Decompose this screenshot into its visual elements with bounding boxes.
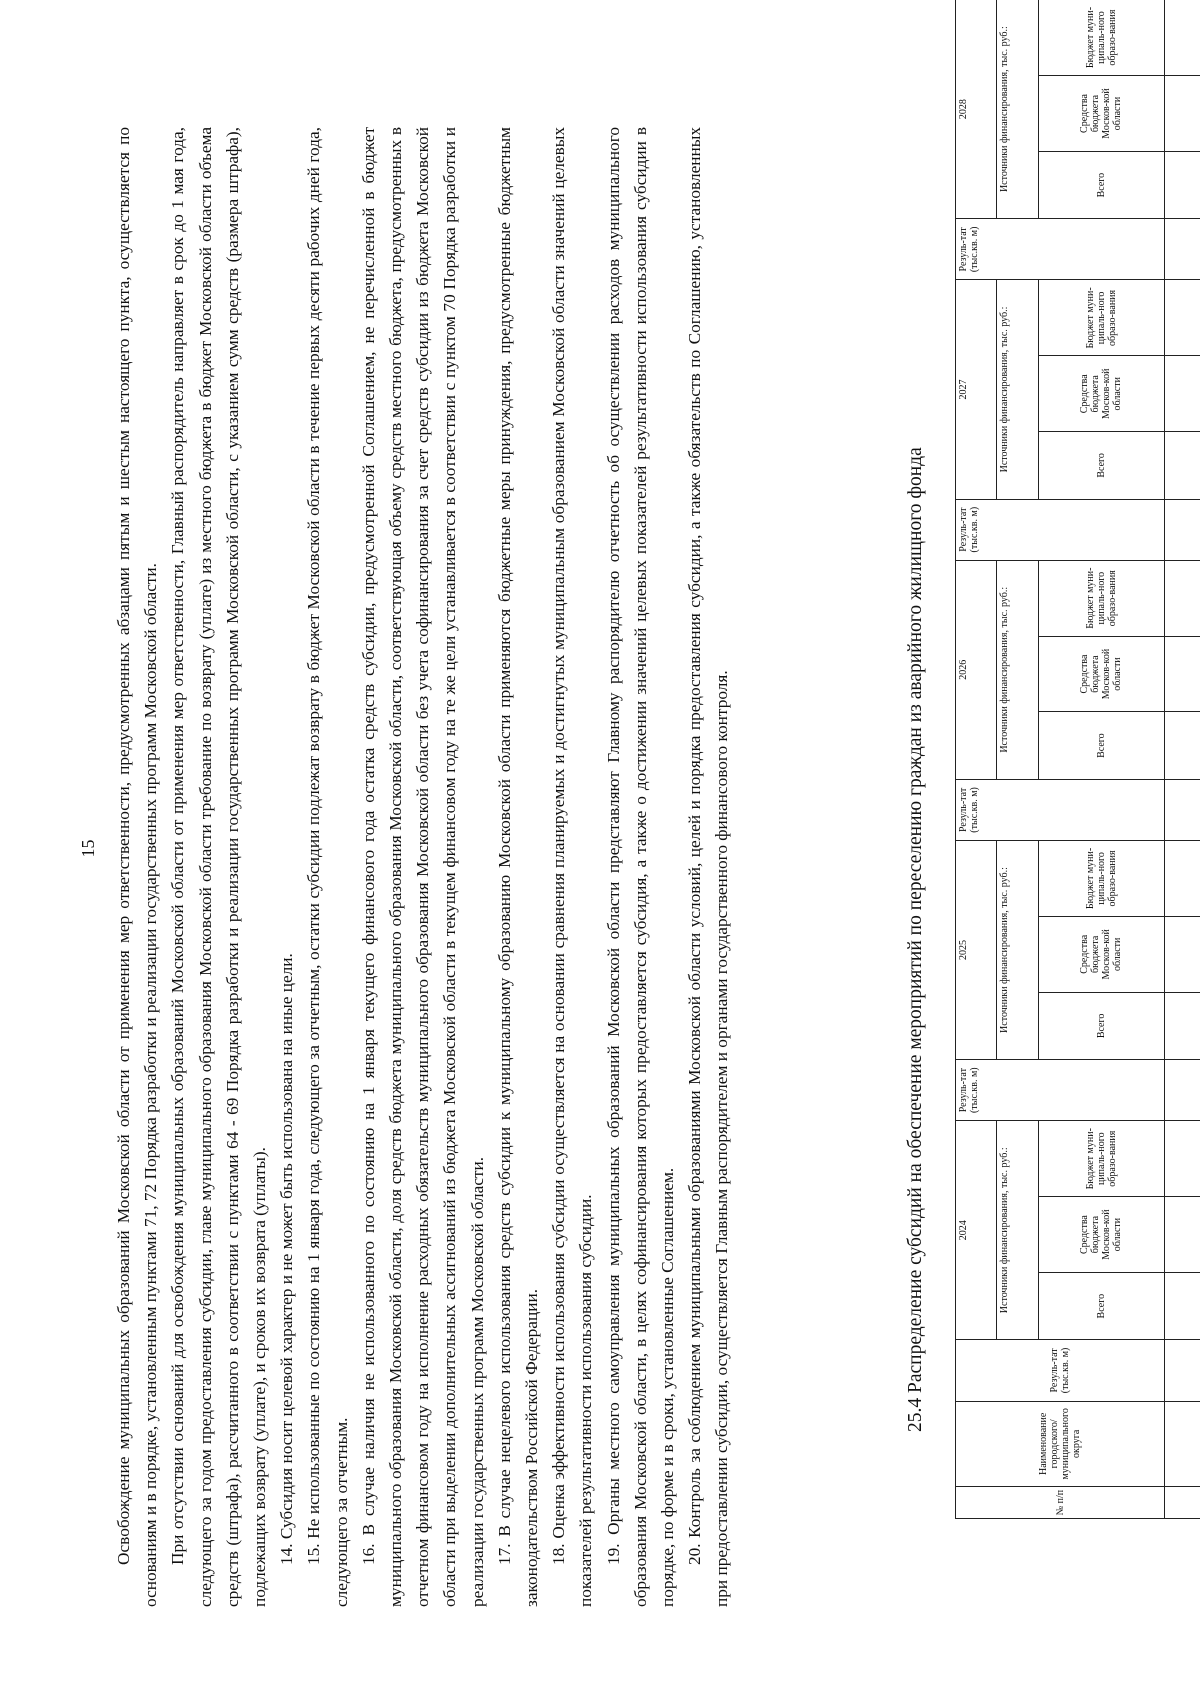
header-cell-result: Резуль-тат (тыс.кв. м) <box>956 1340 1165 1401</box>
header-regional-budget: Средства бюджета Москов-кой области <box>1038 916 1164 992</box>
paragraph: 16. В случае наличия не использованного по состоянию на 1 января текущего финансового года остатка средств субсидии, предусмотренной Соглашением, не перечисленной в бюджет муниципального образования Московской области, доля средств бюджета муниципального образования Московской области, соответствующая объему средств местного бюджета, предусмотренных в отчетном финансовом году на исполнение расходных обязательств муниципального образования Московской области без учета софинансирования за счет средств субсидии из бюджета Московской области при выделении дополнительных ассигнований из бюджета Московской области в текущем финансовом году на те же цели устанавливается в соответствии с пунктом 70 Порядка разработки и реализации государственных программ Московской области. <box>358 127 487 1607</box>
paragraph: 20. Контроль за соблюдением муниципальными образованиями Московской области условий, целей и порядка предоставления субсидии, а также обязательств по Соглашению, установленных при предоставлении субсидии, осуществляется Главным распорядителем и органами государственного финансового контроля. <box>685 127 732 1607</box>
header-regional-budget: Средства бюджета Москов-кой области <box>1038 636 1164 712</box>
header-cell-result: Резуль-тат (тыс.кв. м) <box>956 219 1165 280</box>
header-sources: Источники финансирования, тыс. руб.: <box>997 1121 1038 1340</box>
header-total: Всего <box>1038 1273 1164 1340</box>
header-year: 2026 <box>956 560 997 779</box>
paragraph: 15. Не использованные по состоянию на 1 января года, следующего за отчетным, остатки субсидии подлежат возврату в бюджет Московской области в течение первых десяти рабочих дней года, следующего за отчетным. <box>304 127 351 1607</box>
header-sources: Источники финансирования, тыс. руб.: <box>997 0 1038 219</box>
paragraph: 14. Субсидия носит целевой характер и не может быть использована на иные цели. <box>277 953 297 1565</box>
header-municipal-budget: Бюджет муни-ципаль-ного образо-вания <box>1038 280 1164 356</box>
header-year: 2027 <box>956 280 997 499</box>
page-number: 15 <box>78 839 98 858</box>
header-cell-result: Резуль-тат (тыс.кв. м) <box>956 779 1165 840</box>
header-municipal-budget: Бюджет муни-ципаль-ного образо-вания <box>1038 840 1164 916</box>
header-year: 2028 <box>956 0 997 219</box>
paragraph: 19. Органы местного самоуправления муниципальных образований Московской области представляют Главному распорядителю отчетность об осуществлении расходов муниципального образования Московской области, в целях софинансирования которых предоставляется субсидия, а также о достижении значений целевых показателей результативности использования субсидии в порядке, по форме и в сроки, установленные Соглашением. <box>603 127 678 1607</box>
header-sources: Источники финансирования, тыс. руб.: <box>997 280 1038 499</box>
subsidy-distribution-table <box>955 0 1200 1519</box>
header-cell-name: Наименование городского/ муниципального округа <box>956 1401 1165 1487</box>
header-sources: Источники финансирования, тыс. руб.: <box>997 840 1038 1059</box>
header-total: Всего <box>1038 432 1164 499</box>
header-year: 2024 <box>956 1121 997 1340</box>
header-cell-result: Резуль-тат (тыс.кв. м) <box>956 499 1165 560</box>
section-title: 25.4 Распределение субсидий на обеспечение мероприятий по переселению граждан из аварийного жилищного фонда <box>905 447 926 1432</box>
header-municipal-budget: Бюджет муни-ципаль-ного образо-вания <box>1038 560 1164 636</box>
header-total: Всего <box>1038 712 1164 779</box>
document-body <box>110 127 736 1607</box>
header-municipal-budget: Бюджет муни-ципаль-ного образо-вания <box>1038 0 1164 76</box>
header-year: 2025 <box>956 840 997 1059</box>
header-regional-budget: Средства бюджета Москов-кой области <box>1038 76 1164 152</box>
paragraph: 18. Оценка эффективности использования субсидии осуществляется на основании сравнения планируемых и достигнутых муниципальным образованием Московской области значений целевых показателей результативности использования субсидии. <box>549 127 596 1607</box>
header-cell-result: Резуль-тат (тыс.кв. м) <box>956 1060 1165 1121</box>
header-cell-num: № п/п <box>956 1487 1165 1519</box>
header-total: Всего <box>1038 992 1164 1059</box>
paragraph: При отсутствии оснований для освобождения муниципальных образований Московской области от применения мер ответственности, Главный распорядитель направляет в срок до 1 мая года, следующего за годом предоставления субсидии, главе муниципального образования Московской области требование по возврату (уплате) из местного бюджета в бюджет Московской области объема средств (штрафа), рассчитанного в соответствии с пунктами 64 - 69 Порядка разработки и реализации государственных программ Московской области, с указанием сумм средств (размера штрафа), подлежащих возврату (уплате), и сроков их возврата (уплаты). <box>168 127 270 1607</box>
header-sources: Источники финансирования, тыс. руб.: <box>997 560 1038 779</box>
header-municipal-budget: Бюджет муни-ципаль-ного образо-вания <box>1038 1121 1164 1197</box>
paragraph: 17. В случае нецелевого использования средств субсидии к муниципальному образованию Московской области применяются бюджетные меры принуждения, предусмотренные бюджетным законодательством Российской Федерации. <box>494 127 542 1607</box>
paragraph: Освобождение муниципальных образований Московской области от применения мер ответственности, предусмотренных абзацами пятым и шестым настоящего пункта, осуществляется по основаниям и в порядке, установленным пунктами 71, 72 Порядка разработки и реализации государственных программ Московской области. <box>114 127 161 1607</box>
header-total: Всего <box>1038 151 1164 218</box>
header-regional-budget: Средства бюджета Москов-кой области <box>1038 1197 1164 1273</box>
table-header-years <box>956 0 997 1519</box>
table-row <box>1165 0 1200 1519</box>
header-regional-budget: Средства бюджета Москов-кой области <box>1038 356 1164 432</box>
